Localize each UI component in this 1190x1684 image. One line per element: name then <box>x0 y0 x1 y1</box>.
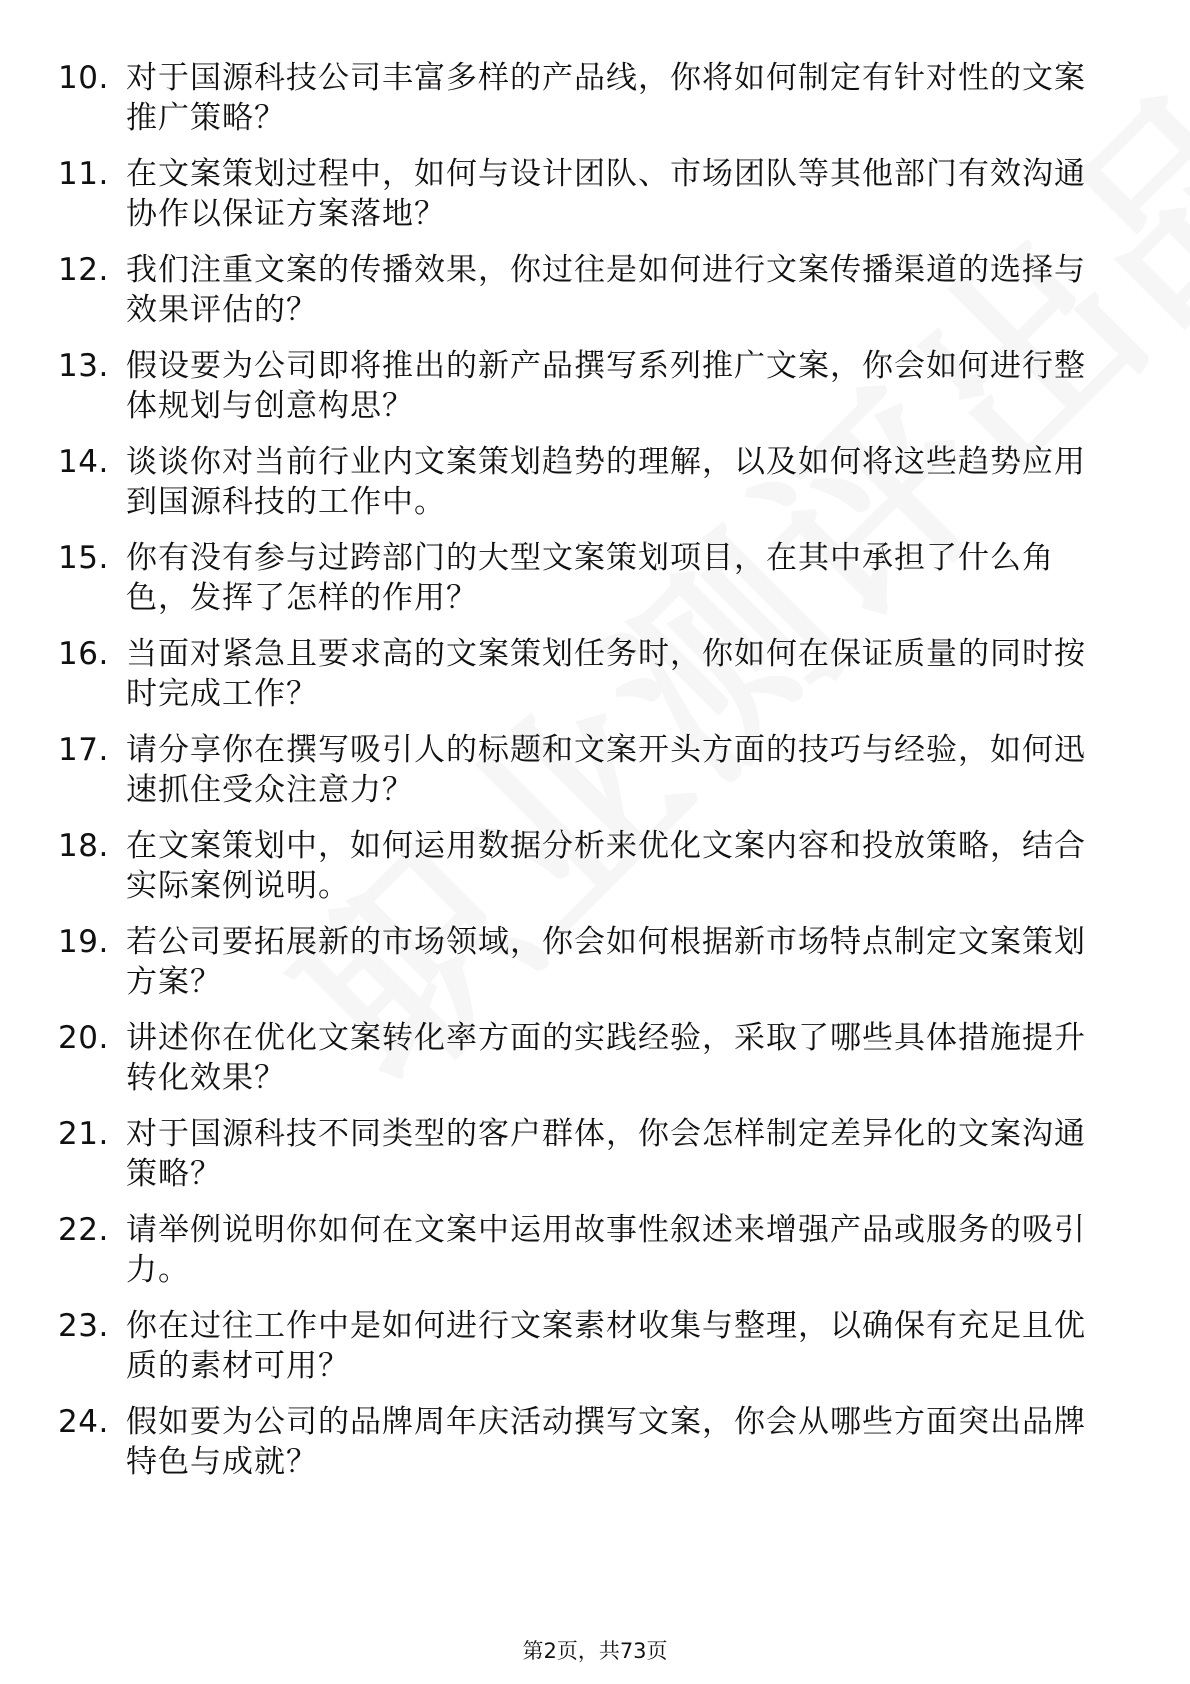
question-text: 若公司要拓展新的市场领域，你会如何根据新市场特点制定文案策划方案？ <box>126 924 1086 1000</box>
question-number: 18. <box>58 828 109 864</box>
question-text: 在文案策划过程中，如何与设计团队、市场团队等其他部门有效沟通协作以保证方案落地？ <box>126 156 1086 232</box>
question-text: 在文案策划中，如何运用数据分析来优化文案内容和投放策略，结合实际案例说明。 <box>126 828 1086 904</box>
question-number: 16. <box>58 636 109 672</box>
question-text: 请举例说明你如何在文案中运用故事性叙述来增强产品或服务的吸引力。 <box>126 1212 1086 1288</box>
list-item <box>58 1006 1118 1102</box>
question-text: 假设要为公司即将推出的新产品撰写系列推广文案，你会如何进行整体规划与创意构思？ <box>126 348 1086 424</box>
question-number: 20. <box>58 1020 109 1056</box>
page-footer <box>0 1635 1190 1665</box>
question-number: 23. <box>58 1308 109 1344</box>
question-number: 11. <box>58 156 109 192</box>
question-text: 对于国源科技公司丰富多样的产品线，你将如何制定有针对性的文案推广策略？ <box>126 60 1086 136</box>
list-item <box>58 142 1118 238</box>
question-text: 我们注重文案的传播效果，你过往是如何进行文案传播渠道的选择与效果评估的？ <box>126 252 1086 328</box>
question-number: 21. <box>58 1116 109 1152</box>
question-number: 12. <box>58 252 109 288</box>
list-item <box>58 46 1118 142</box>
question-number: 24. <box>58 1404 109 1440</box>
list-item <box>58 814 1118 910</box>
question-number: 13. <box>58 348 109 384</box>
list-item <box>58 334 1118 430</box>
list-item <box>58 526 1118 622</box>
question-text: 你在过往工作中是如何进行文案素材收集与整理，以确保有充足且优质的素材可用？ <box>126 1308 1086 1384</box>
question-number: 19. <box>58 924 109 960</box>
question-text: 谈谈你对当前行业内文案策划趋势的理解，以及如何将这些趋势应用到国源科技的工作中。 <box>126 444 1086 520</box>
question-number: 14. <box>58 444 109 480</box>
list-item <box>58 910 1118 1006</box>
question-list <box>58 46 1118 1486</box>
question-number: 15. <box>58 540 109 576</box>
question-number: 22. <box>58 1212 109 1248</box>
question-text: 你有没有参与过跨部门的大型文案策划项目，在其中承担了什么角色，发挥了怎样的作用？ <box>126 540 1054 616</box>
question-text: 讲述你在优化文案转化率方面的实践经验，采取了哪些具体措施提升转化效果？ <box>126 1020 1086 1096</box>
list-item <box>58 1294 1118 1390</box>
list-item <box>58 718 1118 814</box>
list-item <box>58 1198 1118 1294</box>
question-text: 对于国源科技不同类型的客户群体，你会怎样制定差异化的文案沟通策略？ <box>126 1116 1086 1192</box>
list-item <box>58 1390 1118 1486</box>
question-text: 当面对紧急且要求高的文案策划任务时，你如何在保证质量的同时按时完成工作？ <box>126 636 1086 712</box>
list-item <box>58 238 1118 334</box>
list-item <box>58 1102 1118 1198</box>
question-number: 10. <box>58 60 109 96</box>
question-text: 假如要为公司的品牌周年庆活动撰写文案，你会从哪些方面突出品牌特色与成就？ <box>126 1404 1086 1480</box>
question-number: 17. <box>58 732 109 768</box>
page-number-label: 第2页，共73页 <box>522 1639 668 1663</box>
list-item <box>58 622 1118 718</box>
question-text: 请分享你在撰写吸引人的标题和文案开头方面的技巧与经验，如何迅速抓住受众注意力？ <box>126 732 1086 808</box>
list-item <box>58 430 1118 526</box>
